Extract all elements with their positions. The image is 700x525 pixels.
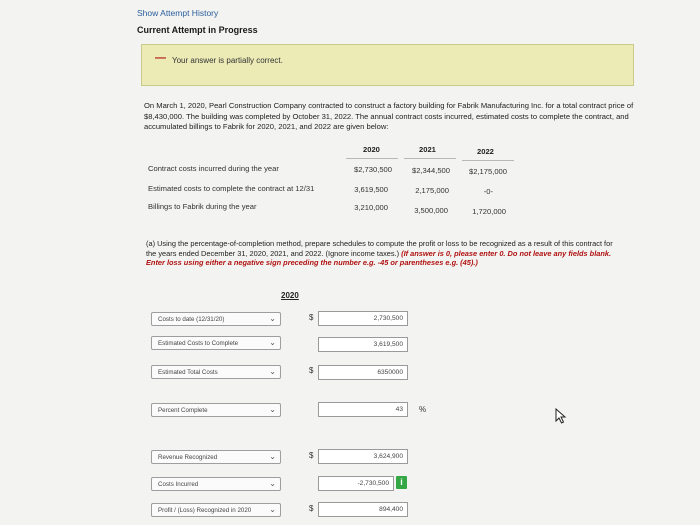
dollar-sign: $ <box>309 504 314 513</box>
cell: -0- <box>483 187 493 196</box>
select-label: Revenue Recognized <box>158 454 218 461</box>
select-label: Costs Incurred <box>158 481 199 488</box>
feedback-banner <box>141 44 634 86</box>
input-revenue-recognized[interactable] <box>318 449 408 464</box>
chevron-down-icon: ⌄ <box>269 505 276 514</box>
row-label-estimated-costs: Estimated costs to complete the contract at 12/31 <box>148 184 315 193</box>
select-estimated-costs-to-complete[interactable] <box>151 336 281 350</box>
chevron-down-icon: ⌄ <box>269 314 276 323</box>
dollar-sign: $ <box>309 451 314 460</box>
input-costs-incurred[interactable] <box>318 476 394 491</box>
cell: 3,500,000 <box>414 206 448 215</box>
input-value: 894,400 <box>379 506 403 513</box>
input-estimated-costs-to-complete[interactable] <box>318 337 408 352</box>
chevron-down-icon: ⌄ <box>269 479 276 488</box>
part-a-text: (a) Using the percentage-of-completion method, prepare schedules to compute the profit or loss to be recognized as a result of this contract for the years ended December 31, 2020, 2021, and 2022. (Ignore income taxes.) <box>146 239 613 258</box>
dollar-sign: $ <box>309 366 314 375</box>
cell: 1,720,000 <box>472 207 506 216</box>
schedule-year-header: 2020 <box>281 291 299 300</box>
chevron-down-icon: ⌄ <box>269 452 276 461</box>
year-header-2021: 2021 <box>419 145 436 154</box>
part-a-emphasis: (If answer is 0, please enter 0. Do not leave any fields blank. Enter loss using either a negative sign preceding the number e.g. -45 or parentheses e.g. (45).) <box>146 248 612 268</box>
header-divider <box>346 158 398 159</box>
input-percent-complete[interactable] <box>318 402 408 417</box>
input-costs-to-date[interactable] <box>318 311 408 326</box>
cell: 3,210,000 <box>354 203 388 212</box>
cell: $2,344,500 <box>411 166 450 175</box>
info-icon[interactable]: i <box>396 476 407 489</box>
mouse-cursor-icon <box>555 408 567 424</box>
year-header-2022: 2022 <box>477 147 494 156</box>
cell: $2,730,500 <box>353 165 392 174</box>
select-label: Costs to date (12/31/20) <box>158 316 225 323</box>
select-label: Percent Complete <box>158 407 208 414</box>
percent-sign: % <box>419 405 427 414</box>
select-profit-loss-recognized[interactable] <box>151 503 281 517</box>
input-estimated-total-costs[interactable] <box>318 365 408 380</box>
select-label: Estimated Costs to Complete <box>158 340 239 347</box>
row-label-billings: Billings to Fabrik during the year <box>148 202 257 211</box>
show-attempt-history-link[interactable]: Show Attempt History <box>137 8 219 18</box>
current-attempt-title: Current Attempt in Progress <box>137 25 258 35</box>
part-a-instructions <box>146 239 624 268</box>
input-profit-loss-recognized[interactable] <box>318 502 408 517</box>
input-value: -2,730,500 <box>357 480 389 487</box>
header-divider <box>462 160 514 161</box>
input-value: 3,619,500 <box>373 341 403 348</box>
select-label: Profit / (Loss) Recognized in 2020 <box>158 507 252 514</box>
row-label-costs-incurred: Contract costs incurred during the year <box>148 164 279 173</box>
select-costs-incurred[interactable] <box>151 477 281 491</box>
input-value: 3,624,900 <box>373 453 403 460</box>
select-percent-complete[interactable] <box>151 403 281 417</box>
cell: 2,175,000 <box>415 186 449 195</box>
select-estimated-total-costs[interactable] <box>151 365 281 379</box>
select-label: Estimated Total Costs <box>158 369 218 376</box>
chevron-down-icon: ⌄ <box>269 405 276 414</box>
input-value: 43 <box>395 406 403 413</box>
chevron-down-icon: ⌄ <box>269 367 276 376</box>
minus-icon: — <box>155 52 166 64</box>
dollar-sign: $ <box>309 313 314 322</box>
feedback-text: Your answer is partially correct. <box>172 56 283 65</box>
input-value: 2,730,500 <box>373 315 403 322</box>
input-value: 6350000 <box>377 369 403 376</box>
select-revenue-recognized[interactable] <box>151 450 281 464</box>
problem-statement: On March 1, 2020, Pearl Construction Company contracted to construct a factory building for Fabrik Manufacturing Inc. for a total contract price of $8,430,000. The building was completed by October 31, 2022. The annual contract costs incurred, estimated costs to complete the contract, and accumulated billings to Fabrik for 2020, 2021, and 2022 are given below: <box>144 101 634 131</box>
cell: 3,619,500 <box>354 185 388 194</box>
header-divider <box>404 158 456 159</box>
select-costs-to-date[interactable] <box>151 312 281 326</box>
cell: $2,175,000 <box>468 167 507 176</box>
chevron-down-icon: ⌄ <box>269 338 276 347</box>
year-header-2020: 2020 <box>363 145 380 154</box>
